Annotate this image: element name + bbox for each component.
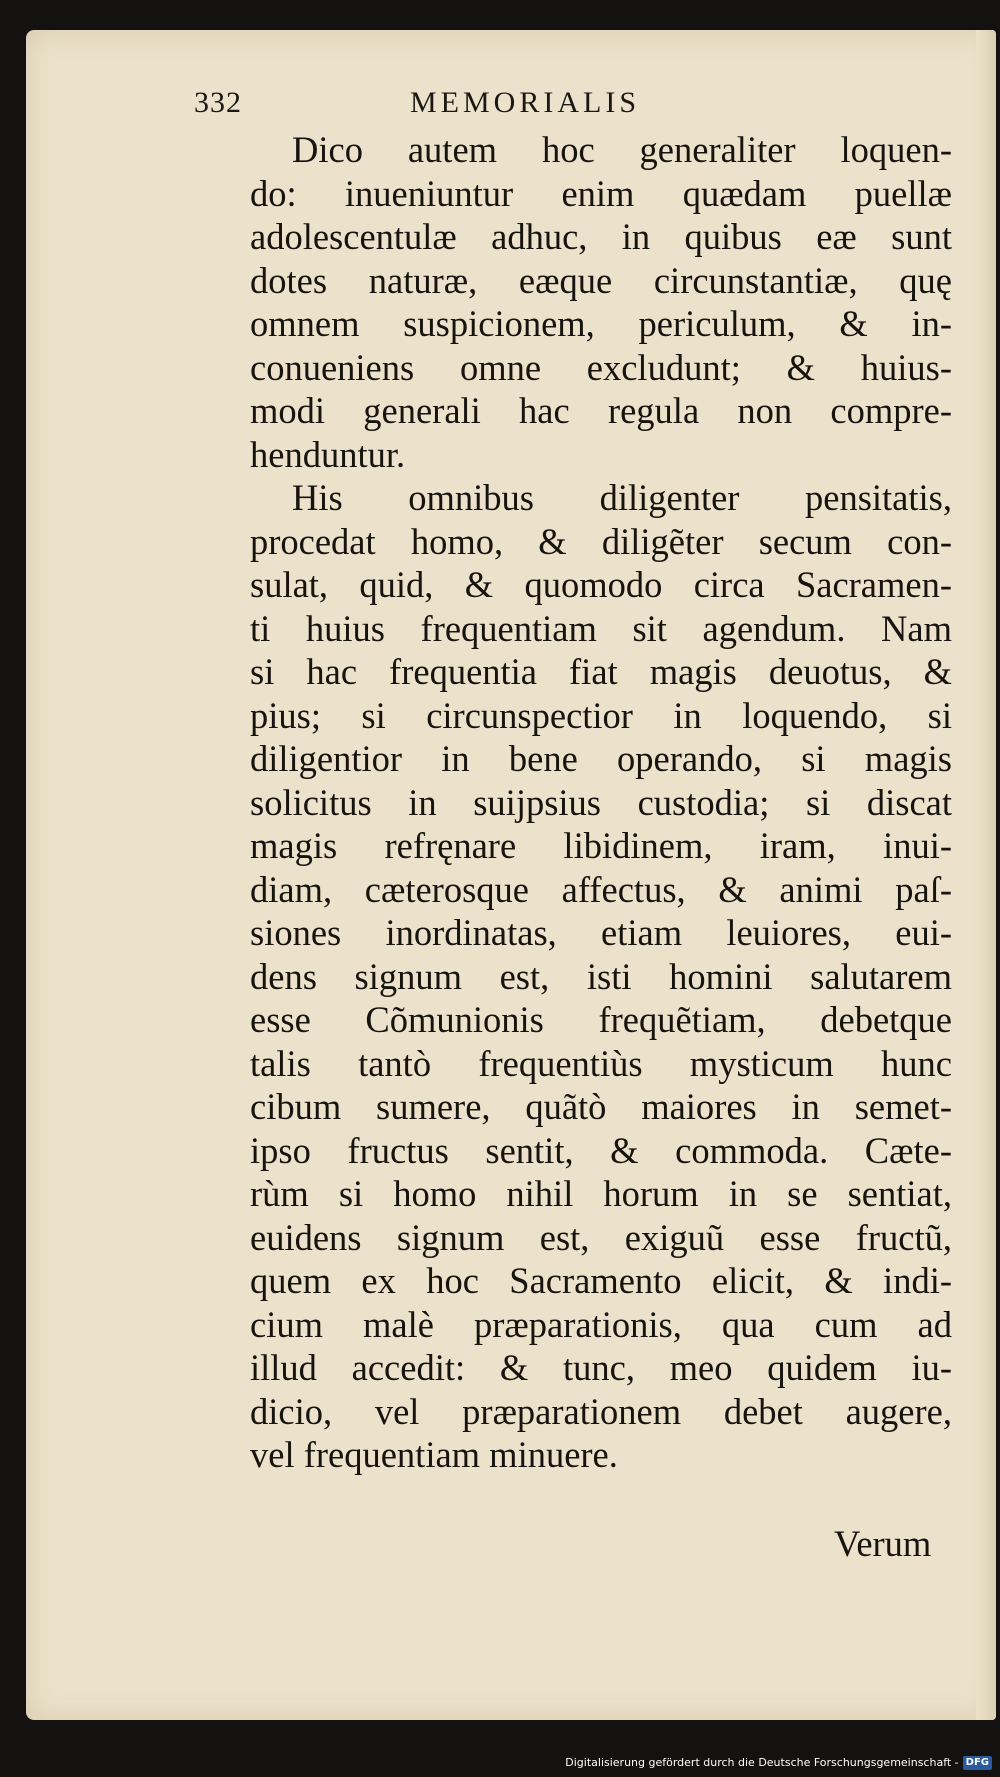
text-line: dotes naturæ, eæque circunstantiæ, quę: [250, 259, 952, 301]
text-line: ipso fructus sentit, & commoda. Cæte-: [250, 1129, 952, 1171]
text-line: cibum sumere, quãtò maiores in semet-: [250, 1086, 952, 1127]
dfg-logo: DFG: [963, 1756, 992, 1770]
text-line: siones inordinatas, etiam leuiores, eui-: [250, 912, 952, 953]
text-line: quem ex hoc Sacramento elicit, & indi-: [250, 1260, 952, 1301]
running-title: MEMORIALIS: [410, 86, 641, 119]
text-line: conueniens omne excludunt; & huius-: [250, 346, 952, 388]
text-line: solicitus in suijpsius custodia; si discat: [250, 781, 952, 823]
text-line: do: inueniuntur enim quædam puellæ: [250, 172, 952, 214]
text-line: sulat, quid, & quomodo circa Sacramen-: [250, 564, 952, 605]
body-text: [250, 128, 952, 1477]
text-line: pius; si circunspectior in loquendo, si: [250, 694, 952, 736]
text-line: rùm si homo nihil horum in se sentiat,: [250, 1173, 952, 1214]
text-line: illud accedit: & tunc, meo quidem iu-: [250, 1347, 952, 1388]
text-line: adolescentulæ adhuc, in quibus eæ sunt: [250, 216, 952, 257]
text-line: henduntur.: [250, 433, 406, 475]
text-line: vel frequentiam minuere.: [250, 1434, 618, 1475]
text-line: talis tantò frequentiùs mysticum hunc: [250, 1042, 952, 1084]
running-head: [194, 86, 794, 130]
text-line: dens signum est, isti homini salutarem: [250, 955, 952, 997]
text-line: modi generali hac regula non compre-: [250, 390, 952, 431]
text-line: procedat homo, & diligẽter secum con-: [250, 520, 952, 562]
digitization-credit: [565, 1753, 992, 1773]
text-line: ti huius frequentiam sit agendum. Nam: [250, 607, 952, 649]
page-edge: [976, 30, 996, 1720]
text-line: His omnibus diligenter pensitatis,: [292, 477, 952, 518]
text-line: esse Cõmunionis frequẽtiam, debetque: [250, 999, 952, 1040]
page-number: 332: [194, 86, 242, 119]
text-line: dicio, vel præparationem debet augere,: [250, 1390, 952, 1432]
text-line: diam, cæterosque affectus, & animi paſ-: [250, 868, 952, 910]
text-line: Dico autem hoc generaliter loquen-: [292, 129, 952, 170]
text-line: magis refręnare libidinem, iram, inui-: [250, 825, 952, 866]
text-line: omnem suspicionem, periculum, & in-: [250, 303, 952, 344]
text-line: si hac frequentia fiat magis deuotus, &: [250, 651, 952, 692]
catchword: Verum: [834, 1523, 932, 1564]
credit-text: Digitalisierung gefördert durch die Deutsche Forschungsgemeinschaft -: [565, 1756, 959, 1769]
text-line: cium malè præparationis, qua cum ad: [250, 1303, 952, 1345]
text-line: diligentior in bene operando, si magis: [250, 738, 952, 779]
text-line: euidens signum est, exiguũ esse fructũ,: [250, 1216, 952, 1258]
